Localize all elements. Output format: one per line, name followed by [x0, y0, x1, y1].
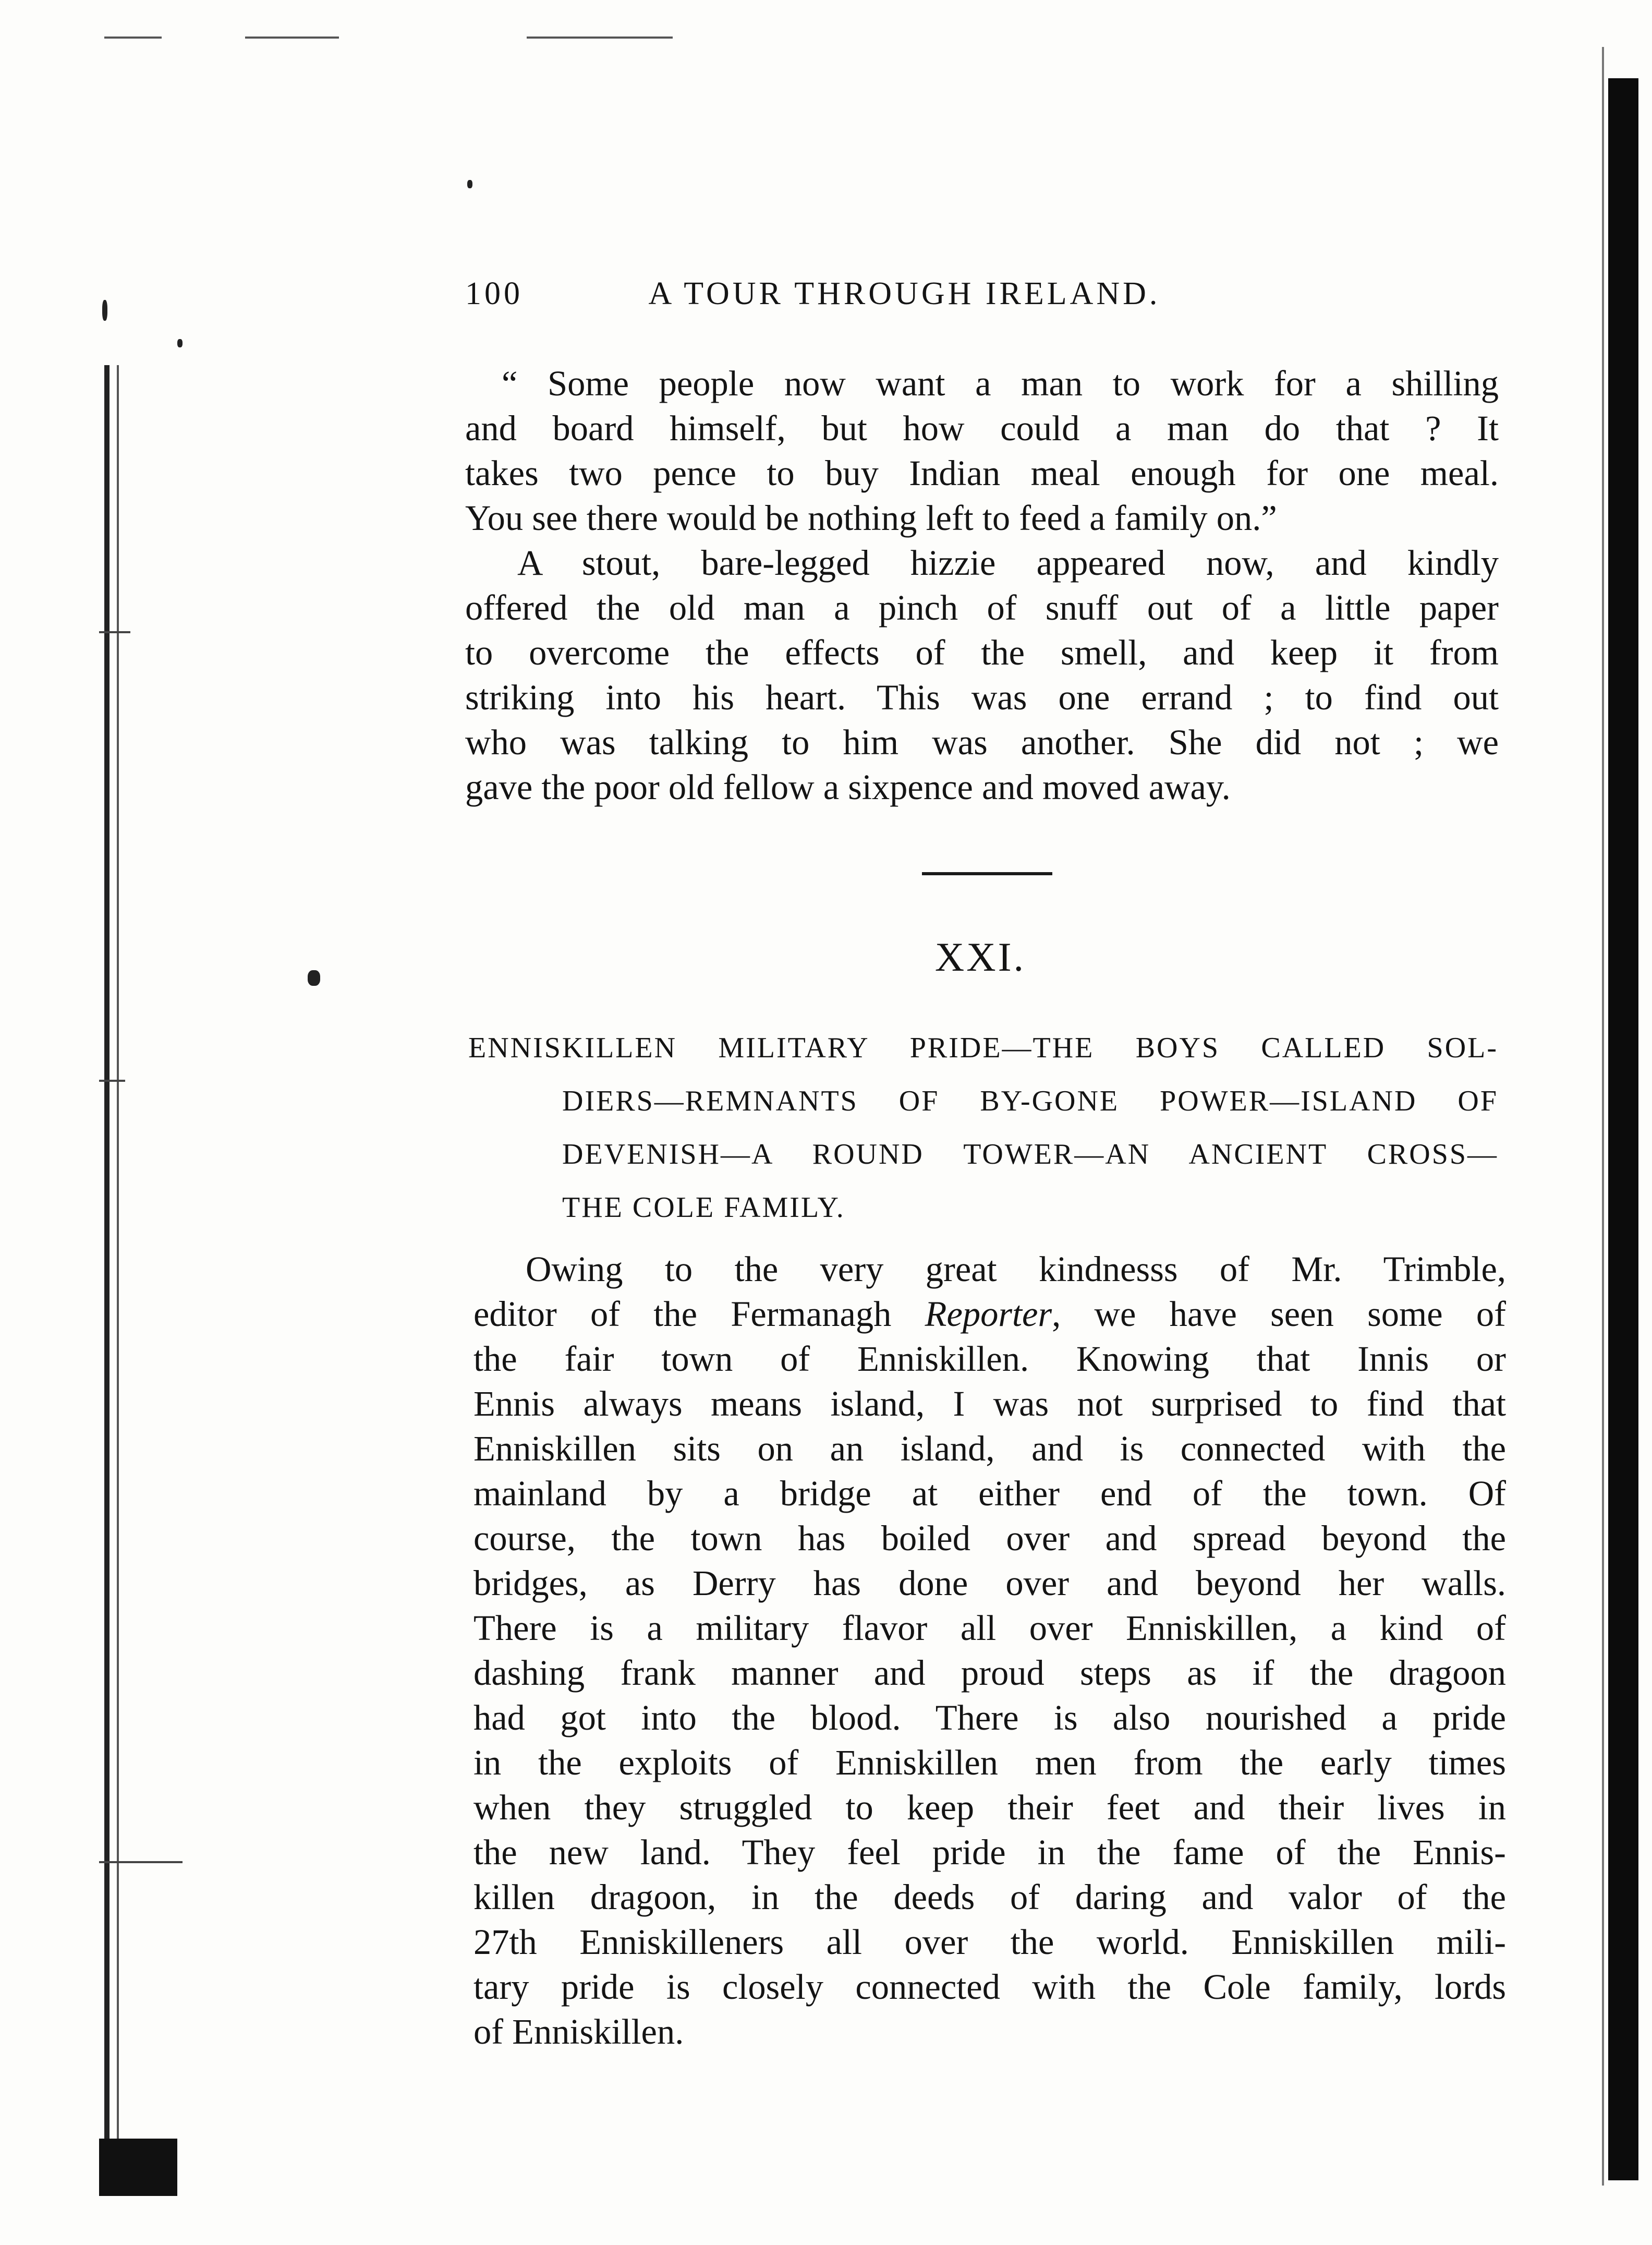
paragraph-enniskillen [473, 1247, 1506, 2054]
text-line: dashing frank manner and proud steps as if the dragoon [473, 1653, 1506, 1693]
ink-speck [467, 180, 472, 188]
text-line: tary pride is closely connected with the Cole family, lords [473, 1967, 1506, 2007]
text-line: gave the poor old fellow a sixpence and moved away. [465, 767, 1231, 807]
ink-speck [177, 339, 183, 347]
text-line: striking into his heart. This was one errand ; to find out [465, 678, 1499, 717]
scan-dash [99, 1861, 183, 1863]
text-line: when they struggled to keep their feet and their lives in [473, 1788, 1506, 1827]
text-line: who was talking to him was another. She did not ; we [465, 722, 1499, 762]
text-line: takes two pence to buy Indian meal enough for one meal. [465, 453, 1499, 493]
text-line: mainland by a bridge at either end of the town. Of [473, 1474, 1506, 1513]
chapter-synopsis-line: THE COLE FAMILY. [562, 1191, 845, 1224]
text-line: Enniskillen sits on an island, and is connected with the [473, 1429, 1506, 1468]
text-line: bridges, as Derry has done over and beyond her walls. [473, 1563, 1506, 1603]
ink-speck [308, 970, 320, 986]
text-segment: , we have seen some of [1052, 1294, 1506, 1334]
text-line: had got into the blood. There is also nourished a pride [473, 1698, 1506, 1737]
scan-edge-line [1602, 47, 1604, 2186]
scan-dash [245, 37, 339, 39]
text-line: You see there would be nothing left to feed a family on.” [465, 498, 1277, 538]
scan-dash [104, 37, 162, 39]
chapter-synopsis-line: DEVENISH—A ROUND TOWER—AN ANCIENT CROSS— [562, 1138, 1498, 1170]
text-line: A stout, bare-legged hizzie appeared now, and kindly [517, 543, 1499, 583]
text-segment: editor of the Fermanagh [473, 1294, 925, 1334]
text-line: offered the old man a pinch of snuff out of a little paper [465, 588, 1499, 627]
chapter-number: XXI. [934, 934, 1026, 980]
page-number: 100 [465, 276, 523, 311]
text-line: of Enniskillen. [473, 2012, 684, 2051]
text-line: the fair town of Enniskillen. Knowing that Innis or [473, 1339, 1506, 1379]
text-line: in the exploits of Enniskillen men from the early times [473, 1743, 1506, 1782]
chapter-synopsis-line: ENNISKILLEN MILITARY PRIDE—THE BOYS CALLED SOL- [468, 1032, 1498, 1064]
text-line: to overcome the effects of the smell, and keep it from [465, 633, 1499, 672]
chapter-synopsis-line: DIERS—REMNANTS OF BY-GONE POWER—ISLAND OF [562, 1085, 1498, 1117]
text-line: course, the town has boiled over and spread beyond the [473, 1518, 1506, 1558]
text-line: killen dragoon, in the deeds of daring and valor of the [473, 1877, 1506, 1917]
scan-dash [99, 631, 130, 633]
text-line: “ Some people now want a man to work for a shilling [502, 364, 1499, 403]
ink-speck [102, 300, 107, 321]
scan-ink-blot [99, 2139, 177, 2196]
paragraph-quote [465, 361, 1499, 810]
running-head [465, 275, 1258, 312]
text-line: and board himself, but how could a man do that ? It [465, 408, 1499, 448]
text-line: Ennis always means island, I was not surprised to find that [473, 1384, 1506, 1423]
running-title: A TOUR THROUGH IRELAND. [648, 276, 1161, 311]
newspaper-title: Reporter [925, 1294, 1052, 1334]
text-line [473, 1292, 1506, 1336]
scan-dash [527, 37, 673, 39]
scan-dash [99, 1080, 125, 1082]
scan-edge-shadow [1608, 78, 1638, 2180]
text-line: 27th Enniskilleners all over the world. Enniskillen mili- [473, 1922, 1506, 1962]
text-line: There is a military flavor all over Enniskillen, a kind of [473, 1608, 1506, 1648]
text-line: the new land. They feel pride in the fame of the Ennis- [473, 1832, 1506, 1872]
scan-left-margin-mark [104, 365, 110, 2180]
text-line: Owing to the very great kindnesss of Mr. Trimble, [526, 1249, 1506, 1289]
section-rule [922, 872, 1052, 875]
scan-left-margin-mark [117, 365, 119, 2180]
